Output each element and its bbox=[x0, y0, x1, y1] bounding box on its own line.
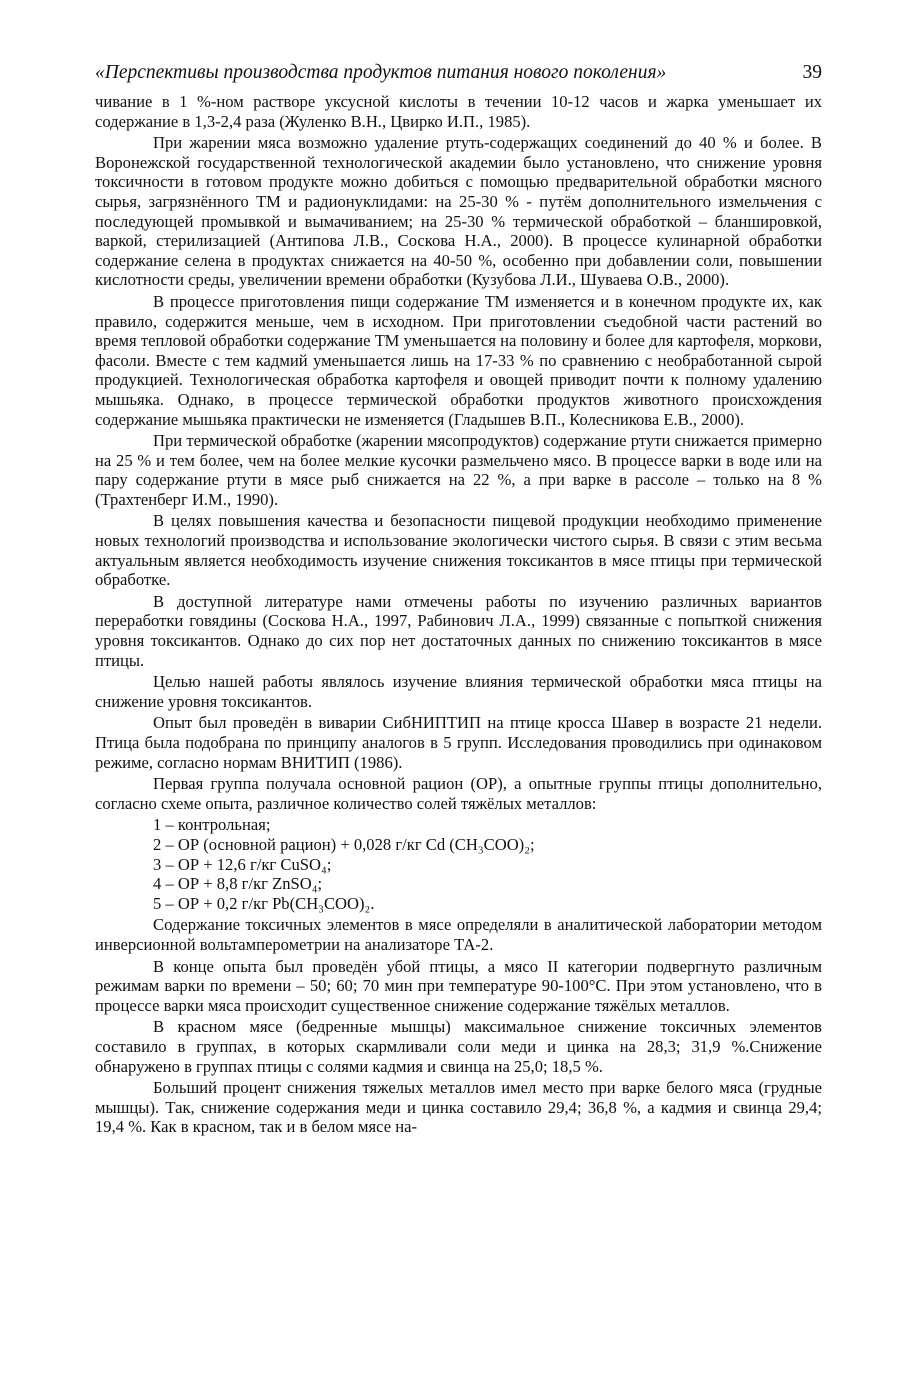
body-text bbox=[95, 92, 822, 1137]
list-item: 2 – ОР (основной рацион) + 0,028 г/кг Cd (CH₃COO)₂; bbox=[153, 834, 535, 854]
paragraph: В целях повышения качества и безопасности пищевой продукции необходимо применение новых технологий производства и использование экологически чистого сырья. В связи с этим весьма актуальным является необходимость изучение снижения токсикантов в мясе птицы при термической обработке. bbox=[95, 511, 822, 590]
paragraph: Целью нашей работы являлось изучение влияния термической обработки мяса птицы на снижение уровня токсикантов. bbox=[95, 672, 822, 711]
list-item: 5 – ОР + 0,2 г/кг Pb(CH₃COO)₂. bbox=[153, 893, 375, 913]
paragraph-continuation: чивание в 1 %-ном растворе уксусной кислоты в течении 10-12 часов и жарка уменьшает их содержание в 1,3-2,4 раза (Жуленко В.Н., Цвирко И.П., 1985). bbox=[95, 92, 822, 131]
paragraph: При термической обработке (жарении мясопродуктов) содержание ртути снижается примерно на 25 % и тем более, чем на более мелкие кусочки размельчено мясо. В процессе варки в воде или на пару содержание ртути в мясе рыб снижается на 22 %, а при варке в рассоле – только на 8 % (Трахтенберг И.М., 1990). bbox=[95, 431, 822, 509]
list-item: 1 – контрольная; bbox=[153, 815, 271, 835]
header-title: «Перспективы производства продуктов питания нового поколения» bbox=[95, 62, 667, 83]
running-header bbox=[95, 60, 822, 86]
paragraph: Опыт был проведён в виварии СибНИПТИП на птице кросса Шавер в возрасте 21 недели. Птица была подобрана по принципу аналогов в 5 групп. Исследования проводились при одинаковом режиме, согласно нормам ВНИТИП (1986). bbox=[95, 713, 822, 772]
paragraph: В процессе приготовления пищи содержание ТМ изменяется и в конечном продукте их, как правило, содержится меньше, чем в исходном. При приготовлении съедобной части растений во время тепловой обработки содержание ТМ уменьшается на половину и более для картофеля, моркови, фасоли. Вместе с тем кадмий уменьшается лишь на 17-33 % по сравнению с необработанной сырой продукцией. Технологическая обработка картофеля и овощей приводит почти к полному удалению мышьяка. Однако, в процессе термической обработки продуктов животного происхождения содержание мышьяка практически не изменяется (Гладышев В.П., Колесникова Е.В., 2000). bbox=[95, 291, 822, 429]
paragraph: В доступной литературе нами отмечены работы по изучению различных вариантов переработки говядины (Соскова Н.А., 1997, Рабинович Л.А., 1999) связанные с попыткой снижения уровня токсикантов. Однако до сих пор нет достаточных данных по снижению токсикантов в мясе птицы. bbox=[95, 591, 822, 670]
paragraph: Первая группа получала основной рацион (ОР), а опытные группы птицы дополнительно, согласно схеме опыта, различное количество солей тяжёлых металлов: bbox=[95, 774, 822, 813]
page-number: 39 bbox=[802, 62, 822, 83]
list-item: 3 – ОР + 12,6 г/кг CuSO₄; bbox=[153, 854, 332, 874]
page bbox=[95, 60, 822, 1350]
paragraph: Больший процент снижения тяжелых металлов имел место при варке белого мяса (грудные мышцы). Так, снижение содержания меди и цинка составило 29,4; 36,8 %, а кадмия и свинца 29,4; 19,4 %. Как в красном, так и в белом мясе на- bbox=[95, 1078, 822, 1137]
list-item: 4 – ОР + 8,8 г/кг ZnSO₄; bbox=[153, 874, 323, 894]
paragraph: В конце опыта был проведён убой птицы, а мясо II категории подвергнуто различным режимам варки по времени – 50; 60; 70 мин при температуре 90-100°С. При этом установлено, что в процессе варки мяса происходит существенное снижение содержание тяжёлых металлов. bbox=[95, 956, 822, 1015]
group-list bbox=[95, 815, 822, 913]
paragraph: Содержание токсичных элементов в мясе определяли в аналитической лаборатории методом инверсионной вольтамперометрии на анализаторе ТА-2. bbox=[95, 915, 822, 954]
paragraph: В красном мясе (бедренные мышцы) максимальное снижение токсичных элементов составило в группах, в которых скармливали соли меди и цинка на 28,3; 31,9 %.Снижение обнаружено в группах птицы с солями кадмия и свинца на 25,0; 18,5 %. bbox=[95, 1017, 822, 1076]
paragraph: При жарении мяса возможно удаление ртуть-содержащих соединений до 40 % и более. В Воронежской государственной технологической академии было установлено, что снижение уровня токсичности в готовом продукте можно добиться с помощью предварительной обработки мясного сырья, загрязнённого ТМ и радионуклидами: на 25-30 % - путём дополнительного измельчения с последующей промывкой и вымачиванием; на 25-30 % термической обработкой – бланшировкой, варкой, стерилизацией (Антипова Л.В., Соскова Н.А., 2000). В процессе кулинарной обработки содержание селена в продуктах снижается на 40-50 %, особенно при добавлении соли, повышении кислотности среды, увеличении времени обработки (Кузубова Л.И., Шуваева О.В., 2000). bbox=[95, 133, 822, 290]
